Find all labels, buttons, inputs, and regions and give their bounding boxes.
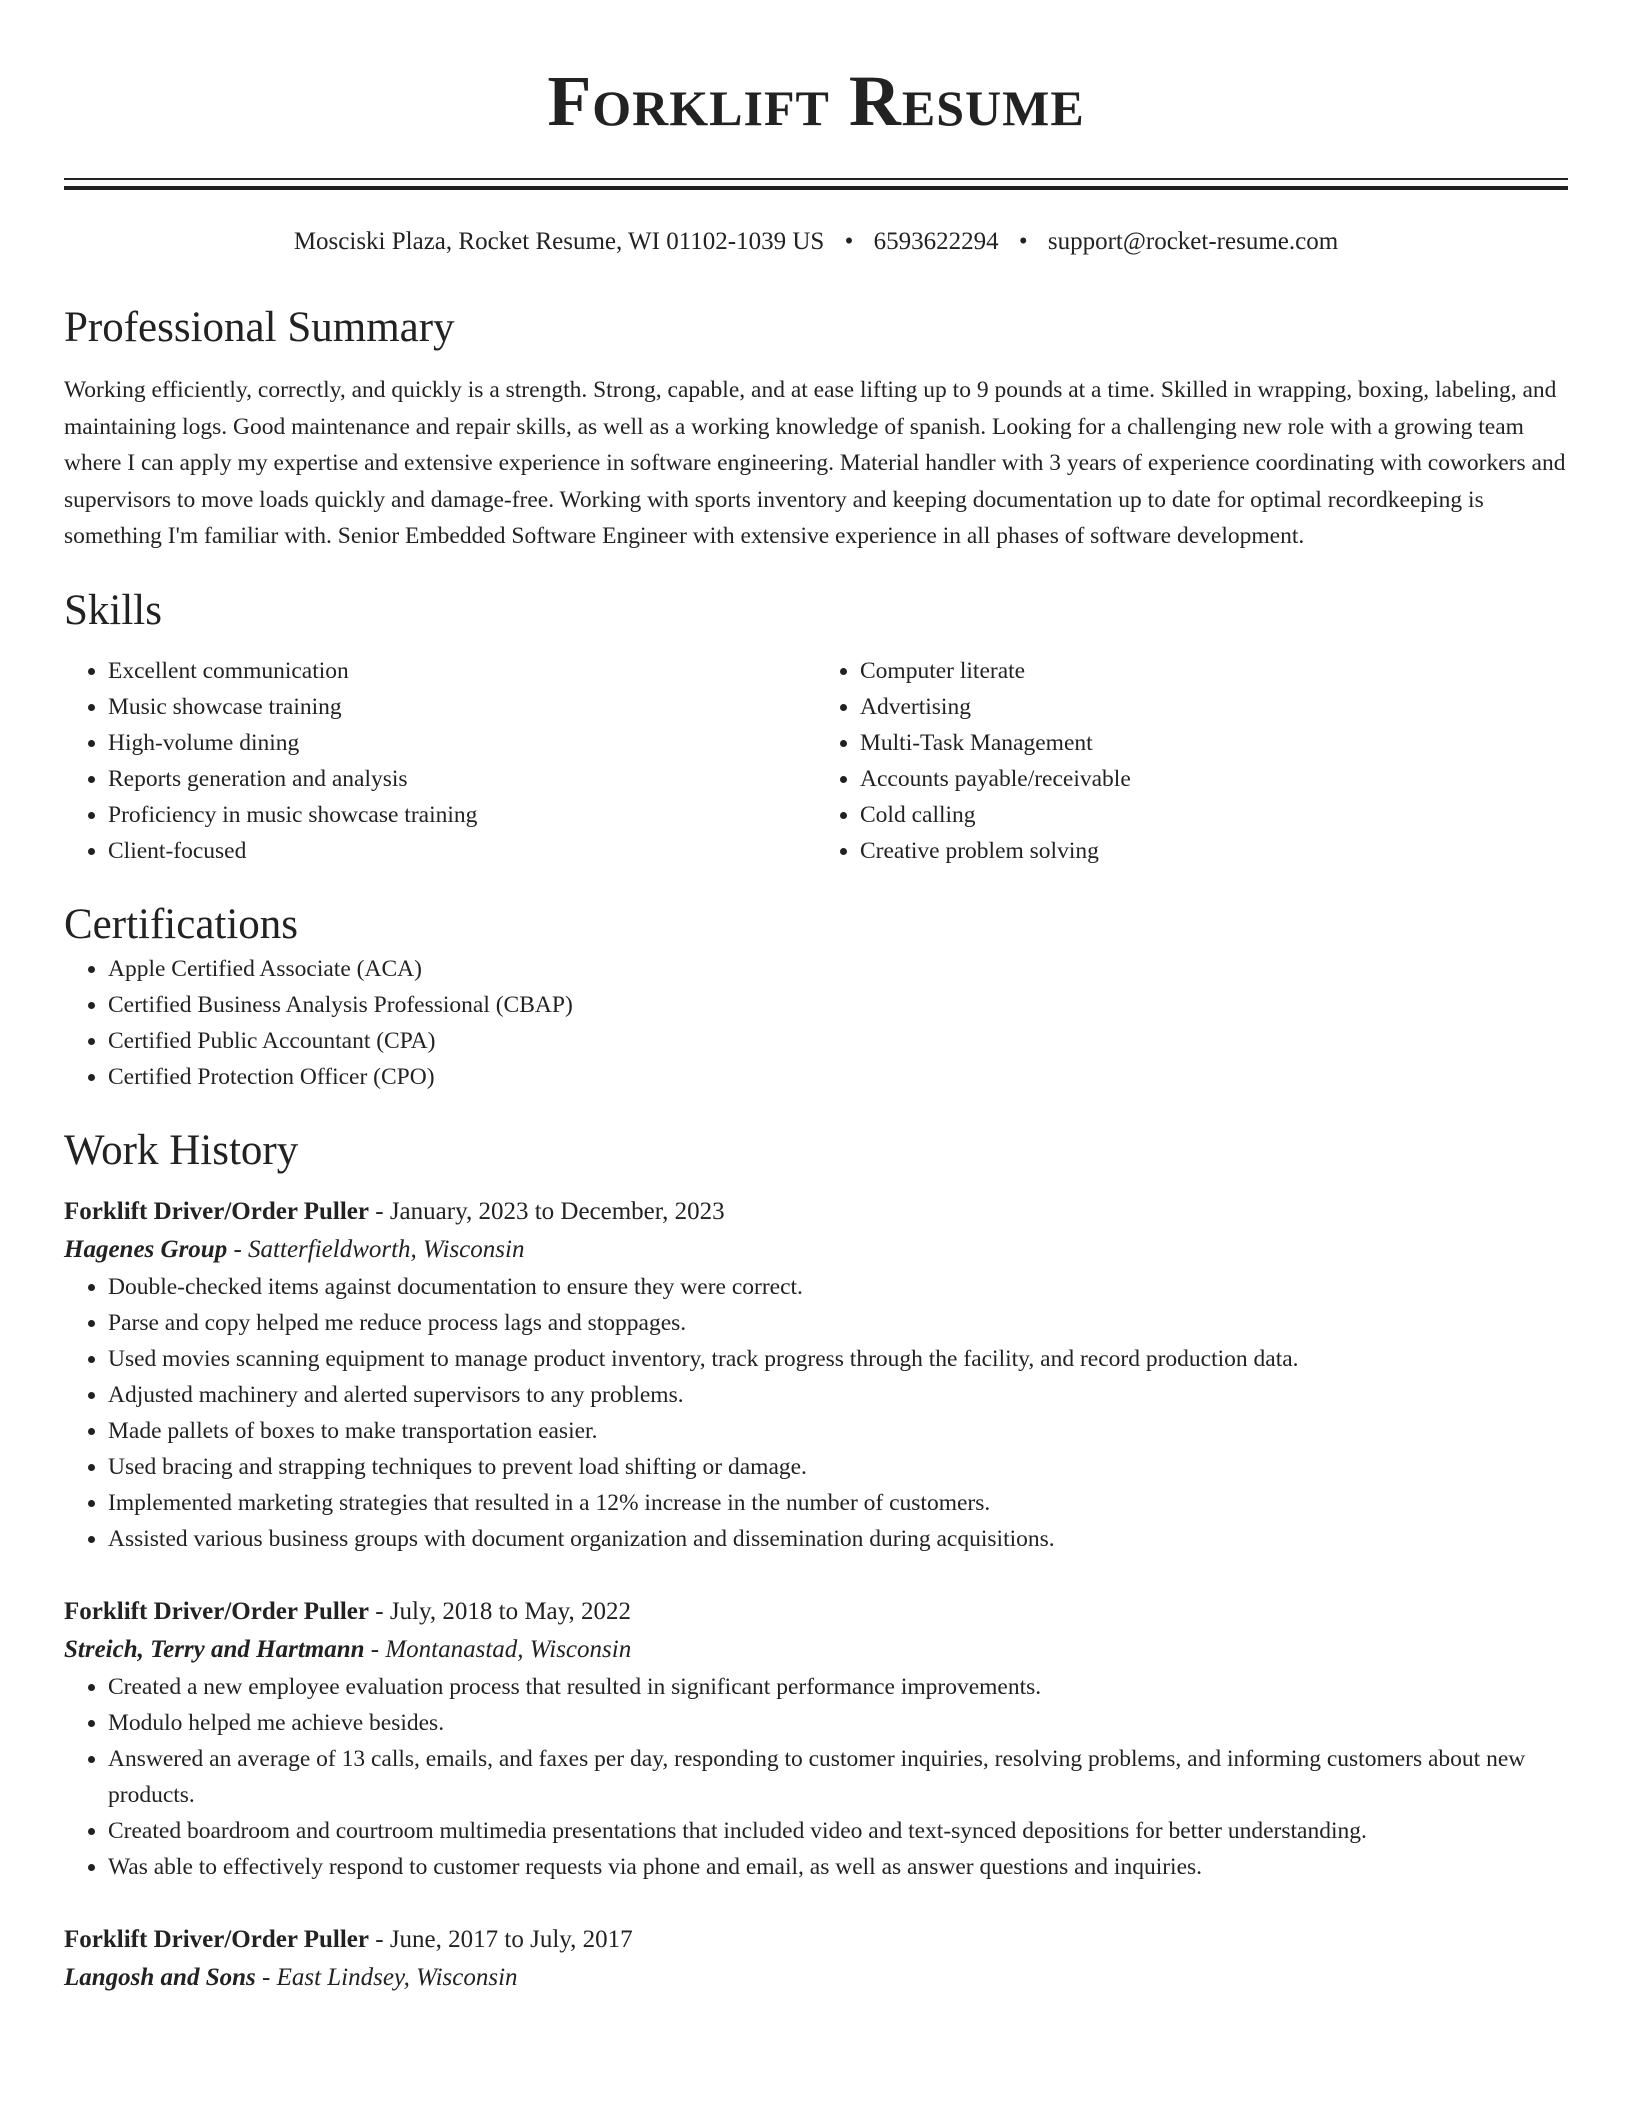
skills-heading: Skills <box>64 586 162 634</box>
summary-text: Working efficiently, correctly, and quickly is a strength. Strong, capable, and at ease lifting up to 9 pounds at a time. Skilled in wrapping, boxing, labeling, and maintaining logs. Good maintenance and repair skills, as well as a working knowledge of spanish. Looking for a challenging new role with a growing team where I can apply my expertise and extensive experience in software engineering. Material handler with 3 years of experience coordinating with coworkers and supervisors to move loads quickly and damage-free. Working with sports inventory and keeping documentation up to date for optimal recordkeeping is something I'm familiar with. Senior Embedded Software Engineer with extensive experience in all phases of software development. <box>64 377 1566 549</box>
job-bullets <box>64 1669 1568 1885</box>
job-dates: June, 2017 to July, 2017 <box>389 1925 633 1953</box>
certification-item: • Apple Certified Associate (ACA) <box>108 951 1568 987</box>
job-bullet: • Adjusted machinery and alerted supervisors to any problems. <box>108 1377 1568 1413</box>
skills-columns <box>64 653 1568 869</box>
job-bullet: • Double-checked items against documentation to ensure they were correct. <box>108 1269 1568 1305</box>
job-bullet: • Created boardroom and courtroom multimedia presentations that included video and text-synced depositions for better understanding. <box>108 1813 1568 1849</box>
job-employer: Langosh and Sons <box>64 1963 256 1991</box>
job-entry <box>64 1193 1568 1557</box>
job-bullet: • Used bracing and strapping techniques to prevent load shifting or damage. <box>108 1449 1568 1485</box>
skill-item: • Proficiency in music showcase training <box>108 797 816 833</box>
job-dates: July, 2018 to May, 2022 <box>389 1597 632 1625</box>
job-dates: January, 2023 to December, 2023 <box>389 1197 725 1225</box>
certification-item: • Certified Business Analysis Professional (CBAP) <box>108 987 1568 1023</box>
job-bullet: • Used movies scanning equipment to manage product inventory, track progress through the facility, and record production data. <box>108 1341 1568 1377</box>
skill-item: • Advertising <box>860 689 1568 725</box>
job-employer-line: Langosh and Sons - East Lindsey, Wisconsin <box>64 1963 518 1991</box>
skill-item: • Creative problem solving <box>860 833 1568 869</box>
job-title-line: Forklift Driver/Order Puller - January, 2023 to December, 2023 <box>64 1197 725 1225</box>
contact-line <box>64 226 1568 258</box>
job-entry <box>64 1921 1568 1997</box>
job-bullet: • Modulo helped me achieve besides. <box>108 1705 1568 1741</box>
certification-item: • Certified Public Accountant (CPA) <box>108 1023 1568 1059</box>
job-employer: Streich, Terry and Hartmann <box>64 1635 365 1663</box>
summary-heading: Professional Summary <box>64 304 455 351</box>
certifications-list <box>64 951 1568 1095</box>
skill-item: • Excellent communication <box>108 653 816 689</box>
job-bullet: • Implemented marketing strategies that resulted in a 12% increase in the number of customers. <box>108 1485 1568 1521</box>
skills-list-right <box>816 653 1568 869</box>
job-employer-line: Hagenes Group - Satterfieldworth, Wisconsin <box>64 1235 525 1263</box>
job-title-line: Forklift Driver/Order Puller - July, 2018 to May, 2022 <box>64 1597 632 1625</box>
job-location: East Lindsey, Wisconsin <box>276 1963 518 1991</box>
job-location: Montanastad, Wisconsin <box>385 1635 632 1663</box>
job-entry <box>64 1593 1568 1885</box>
skill-item: • Reports generation and analysis <box>108 761 816 797</box>
job-title: Forklift Driver/Order Puller <box>64 1597 369 1625</box>
skill-item: • Multi-Task Management <box>860 725 1568 761</box>
contact-phone: 6593622294 <box>873 228 999 255</box>
job-title: Forklift Driver/Order Puller <box>64 1197 369 1225</box>
contact-address: Mosciski Plaza, Rocket Resume, WI 01102-1039 US <box>293 228 825 255</box>
skill-item: • High-volume dining <box>108 725 816 761</box>
contact-separator: • <box>844 228 854 255</box>
certification-item: • Certified Protection Officer (CPO) <box>108 1059 1568 1095</box>
page-title: Forklift Resume <box>547 61 1085 141</box>
job-bullets <box>64 1269 1568 1557</box>
job-bullet: • Created a new employee evaluation process that resulted in significant performance improvements. <box>108 1669 1568 1705</box>
job-title-line: Forklift Driver/Order Puller - June, 2017 to July, 2017 <box>64 1925 633 1953</box>
title-divider-thick <box>64 186 1568 190</box>
skill-item: • Client-focused <box>108 833 816 869</box>
job-employer: Hagenes Group <box>64 1235 228 1263</box>
job-bullet: • Parse and copy helped me reduce process lags and stoppages. <box>108 1305 1568 1341</box>
title-divider-thin <box>64 178 1568 180</box>
contact-email: support@rocket-resume.com <box>1047 228 1339 255</box>
skill-item: • Cold calling <box>860 797 1568 833</box>
contact-separator: • <box>1018 228 1028 255</box>
skill-item: • Computer literate <box>860 653 1568 689</box>
job-employer-line: Streich, Terry and Hartmann - Montanastad, Wisconsin <box>64 1635 632 1663</box>
skill-item: • Music showcase training <box>108 689 816 725</box>
job-bullet: • Answered an average of 13 calls, emails, and faxes per day, responding to customer inquiries, resolving problems, and informing customers about new products. <box>108 1741 1568 1813</box>
job-bullet: • Made pallets of boxes to make transportation easier. <box>108 1413 1568 1449</box>
job-bullet: • Assisted various business groups with document organization and dissemination during acquisitions. <box>108 1521 1568 1557</box>
skills-list-left <box>64 653 816 869</box>
job-bullet: • Was able to effectively respond to customer requests via phone and email, as well as answer questions and inquiries. <box>108 1849 1568 1885</box>
work-history-heading: Work History <box>64 1126 299 1174</box>
skill-item: • Accounts payable/receivable <box>860 761 1568 797</box>
certifications-heading: Certifications <box>64 900 299 948</box>
job-title: Forklift Driver/Order Puller <box>64 1925 369 1953</box>
job-location: Satterfieldworth, Wisconsin <box>248 1235 525 1263</box>
